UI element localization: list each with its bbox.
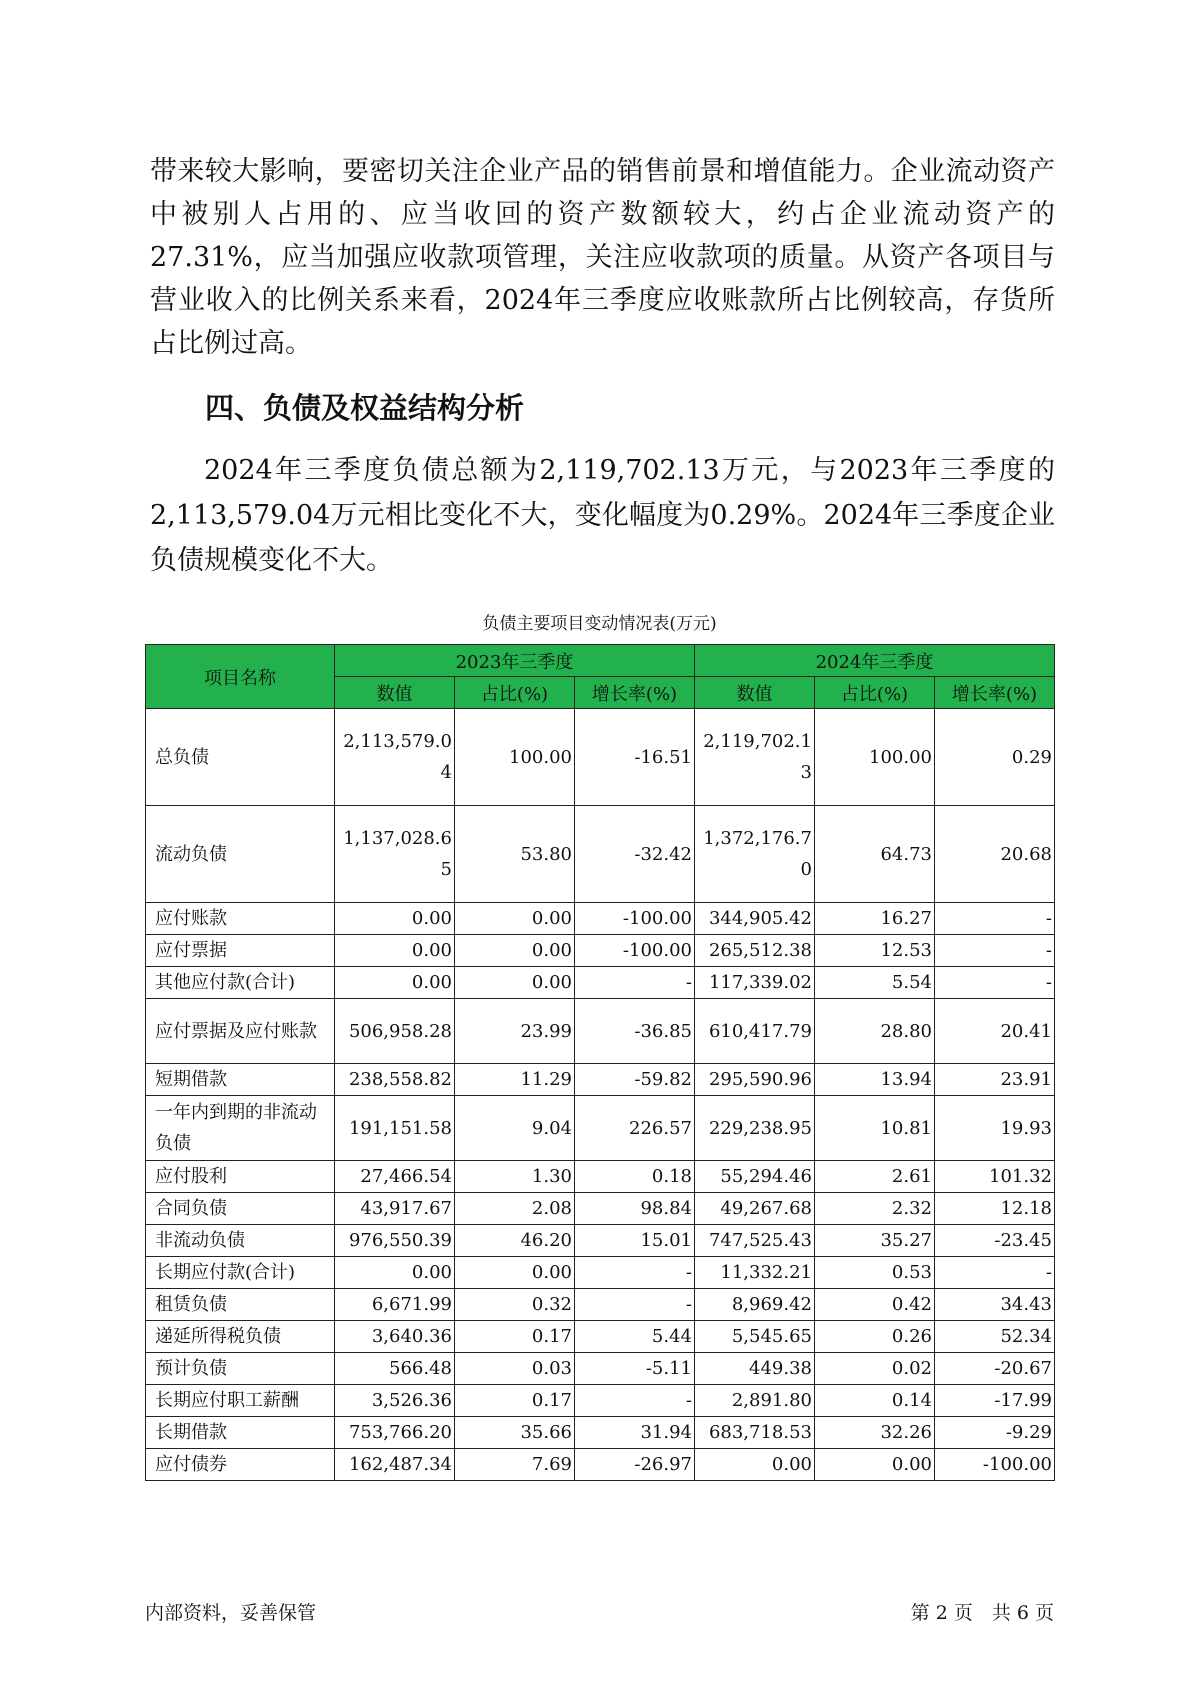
table-row	[146, 967, 1055, 999]
liability-table-container	[145, 644, 1054, 1481]
row-cell-value: -100.00	[935, 1449, 1055, 1481]
row-cell-value: 101.32	[935, 1161, 1055, 1193]
row-item-name: 总负债	[146, 709, 335, 806]
row-cell-value: 0.42	[815, 1289, 935, 1321]
row-cell-value: 0.02	[815, 1353, 935, 1385]
row-cell-value: 449.38	[695, 1353, 815, 1385]
row-item-name: 合同负债	[146, 1193, 335, 1225]
row-item-name: 长期应付职工薪酬	[146, 1385, 335, 1417]
row-cell-value: -20.67	[935, 1353, 1055, 1385]
row-item-name: 应付债券	[146, 1449, 335, 1481]
row-cell-value: 2.61	[815, 1161, 935, 1193]
row-cell-value: 100.00	[815, 709, 935, 806]
row-cell-value: -	[575, 1257, 695, 1289]
row-cell-value: 31.94	[575, 1417, 695, 1449]
row-cell-value: 0.00	[335, 1257, 455, 1289]
row-item-name: 非流动负债	[146, 1225, 335, 1257]
row-cell-value: 2.08	[455, 1193, 575, 1225]
row-cell-value: 683,718.53	[695, 1417, 815, 1449]
header-share-2024: 占比(%)	[815, 677, 935, 709]
row-cell-value: 32.26	[815, 1417, 935, 1449]
row-cell-value: -	[935, 903, 1055, 935]
row-cell-value: 100.00	[455, 709, 575, 806]
row-cell-value: 0.18	[575, 1161, 695, 1193]
row-item-name: 一年内到期的非流动负债	[146, 1096, 335, 1161]
row-cell-value: 12.53	[815, 935, 935, 967]
row-cell-value: 23.99	[455, 999, 575, 1064]
row-cell-value: -100.00	[575, 903, 695, 935]
row-cell-value: -32.42	[575, 806, 695, 903]
row-cell-value: 295,590.96	[695, 1064, 815, 1096]
row-cell-value: 229,238.95	[695, 1096, 815, 1161]
row-cell-value: 0.00	[455, 967, 575, 999]
header-growth-2023: 增长率(%)	[575, 677, 695, 709]
footer-confidential-note: 内部资料，妥善保管	[145, 1602, 317, 1624]
row-cell-value: 10.81	[815, 1096, 935, 1161]
table-row	[146, 1353, 1055, 1385]
footer-page-number: 第 2 页 共 6 页	[910, 1602, 1054, 1624]
table-row	[146, 903, 1055, 935]
row-cell-value: 6,671.99	[335, 1289, 455, 1321]
row-cell-value: 13.94	[815, 1064, 935, 1096]
row-cell-value: -9.29	[935, 1417, 1055, 1449]
section-heading: 四、负债及权益结构分析	[205, 391, 525, 425]
row-cell-value: 117,339.02	[695, 967, 815, 999]
row-cell-value: 64.73	[815, 806, 935, 903]
header-period-2024: 2024年三季度	[695, 645, 1055, 677]
row-item-name: 应付股利	[146, 1161, 335, 1193]
row-item-name: 应付票据及应付账款	[146, 999, 335, 1064]
row-cell-value: 566.48	[335, 1353, 455, 1385]
row-cell-value: -100.00	[575, 935, 695, 967]
header-period-2023: 2023年三季度	[335, 645, 695, 677]
row-cell-value: 0.00	[335, 967, 455, 999]
row-cell-value: 27,466.54	[335, 1161, 455, 1193]
row-cell-value: 7.69	[455, 1449, 575, 1481]
table-row	[146, 1289, 1055, 1321]
row-cell-value: 2.32	[815, 1193, 935, 1225]
row-cell-value: 9.04	[455, 1096, 575, 1161]
row-cell-value: 5.44	[575, 1321, 695, 1353]
row-item-name: 长期借款	[146, 1417, 335, 1449]
row-cell-value: 5,545.65	[695, 1321, 815, 1353]
row-cell-value: 23.91	[935, 1064, 1055, 1096]
row-cell-value: 976,550.39	[335, 1225, 455, 1257]
row-cell-value: 0.26	[815, 1321, 935, 1353]
table-row	[146, 1449, 1055, 1481]
table-row	[146, 999, 1055, 1064]
row-cell-value: -	[575, 967, 695, 999]
row-cell-value: 0.14	[815, 1385, 935, 1417]
row-cell-value: 0.29	[935, 709, 1055, 806]
row-cell-value: 43,917.67	[335, 1193, 455, 1225]
row-cell-value: 8,969.42	[695, 1289, 815, 1321]
row-cell-value: 16.27	[815, 903, 935, 935]
row-cell-value: -59.82	[575, 1064, 695, 1096]
table-row	[146, 1417, 1055, 1449]
row-cell-value: -	[575, 1385, 695, 1417]
header-growth-2024: 增长率(%)	[935, 677, 1055, 709]
table-caption: 负债主要项目变动情况表(万元)	[482, 614, 717, 634]
row-cell-value: 15.01	[575, 1225, 695, 1257]
row-cell-value: 162,487.34	[335, 1449, 455, 1481]
row-item-name: 长期应付款(合计)	[146, 1257, 335, 1289]
table-row	[146, 1225, 1055, 1257]
row-cell-value: 0.00	[455, 935, 575, 967]
table-row	[146, 1161, 1055, 1193]
liability-table	[145, 644, 1055, 1481]
row-item-name: 递延所得税负债	[146, 1321, 335, 1353]
row-cell-value: 0.00	[455, 903, 575, 935]
row-cell-value: 0.00	[455, 1257, 575, 1289]
row-cell-value: 2,113,579.04	[335, 709, 455, 806]
table-header	[146, 645, 1055, 709]
table-row	[146, 1193, 1055, 1225]
row-cell-value: 344,905.42	[695, 903, 815, 935]
header-item-name: 项目名称	[146, 645, 335, 709]
row-cell-value: -17.99	[935, 1385, 1055, 1417]
row-item-name: 应付票据	[146, 935, 335, 967]
row-cell-value: 238,558.82	[335, 1064, 455, 1096]
row-cell-value: 20.41	[935, 999, 1055, 1064]
row-cell-value: 191,151.58	[335, 1096, 455, 1161]
row-cell-value: -	[935, 935, 1055, 967]
row-cell-value: 5.54	[815, 967, 935, 999]
row-cell-value: 2,119,702.13	[695, 709, 815, 806]
row-cell-value: 12.18	[935, 1193, 1055, 1225]
table-row	[146, 1064, 1055, 1096]
table-row	[146, 935, 1055, 967]
summary-paragraph	[150, 448, 1055, 583]
row-cell-value: -	[935, 1257, 1055, 1289]
row-cell-value: 0.00	[695, 1449, 815, 1481]
row-cell-value: 55,294.46	[695, 1161, 815, 1193]
row-item-name: 预计负债	[146, 1353, 335, 1385]
row-cell-value: 49,267.68	[695, 1193, 815, 1225]
row-cell-value: 0.03	[455, 1353, 575, 1385]
row-cell-value: 506,958.28	[335, 999, 455, 1064]
header-value-2023: 数值	[335, 677, 455, 709]
row-cell-value: 0.00	[335, 935, 455, 967]
row-cell-value: 20.68	[935, 806, 1055, 903]
row-cell-value: 2,891.80	[695, 1385, 815, 1417]
row-cell-value: 11,332.21	[695, 1257, 815, 1289]
row-cell-value: 34.43	[935, 1289, 1055, 1321]
row-cell-value: 3,526.36	[335, 1385, 455, 1417]
intro-paragraph	[150, 150, 1055, 365]
row-cell-value: 1,372,176.70	[695, 806, 815, 903]
row-cell-value: 747,525.43	[695, 1225, 815, 1257]
row-cell-value: 52.34	[935, 1321, 1055, 1353]
row-cell-value: -	[575, 1289, 695, 1321]
row-cell-value: 53.80	[455, 806, 575, 903]
table-row	[146, 1096, 1055, 1161]
row-cell-value: -16.51	[575, 709, 695, 806]
header-value-2024: 数值	[695, 677, 815, 709]
row-cell-value: 11.29	[455, 1064, 575, 1096]
summary-text: 2024年三季度负债总额为2,119,702.13万元，与2023年三季度的2,113,579.04万元相比变化不大，变化幅度为0.29%。2024年三季度企业负债规模变化不大。	[150, 455, 1055, 576]
row-cell-value: -36.85	[575, 999, 695, 1064]
row-cell-value: 226.57	[575, 1096, 695, 1161]
row-cell-value: 35.27	[815, 1225, 935, 1257]
table-row	[146, 1385, 1055, 1417]
table-row	[146, 806, 1055, 903]
row-cell-value: 0.17	[455, 1321, 575, 1353]
row-cell-value: -26.97	[575, 1449, 695, 1481]
row-cell-value: 0.00	[815, 1449, 935, 1481]
row-cell-value: 0.17	[455, 1385, 575, 1417]
row-cell-value: 610,417.79	[695, 999, 815, 1064]
row-cell-value: 0.00	[335, 903, 455, 935]
row-cell-value: 28.80	[815, 999, 935, 1064]
row-cell-value: -	[935, 967, 1055, 999]
row-item-name: 应付账款	[146, 903, 335, 935]
row-cell-value: 1,137,028.65	[335, 806, 455, 903]
row-item-name: 租赁负债	[146, 1289, 335, 1321]
row-cell-value: 19.93	[935, 1096, 1055, 1161]
row-cell-value: 0.53	[815, 1257, 935, 1289]
header-share-2023: 占比(%)	[455, 677, 575, 709]
row-cell-value: -23.45	[935, 1225, 1055, 1257]
table-row	[146, 709, 1055, 806]
row-item-name: 其他应付款(合计)	[146, 967, 335, 999]
row-cell-value: 46.20	[455, 1225, 575, 1257]
row-item-name: 流动负债	[146, 806, 335, 903]
row-cell-value: 265,512.38	[695, 935, 815, 967]
row-item-name: 短期借款	[146, 1064, 335, 1096]
row-cell-value: 98.84	[575, 1193, 695, 1225]
row-cell-value: 3,640.36	[335, 1321, 455, 1353]
table-row	[146, 1257, 1055, 1289]
row-cell-value: 753,766.20	[335, 1417, 455, 1449]
table-body	[146, 709, 1055, 1481]
intro-text: 带来较大影响，要密切关注企业产品的销售前景和增值能力。企业流动资产中被别人占用的、应当收回的资产数额较大，约占企业流动资产的27.31%，应当加强应收款项管理，关注应收款项的质量。从资产各项目与营业收入的比例关系来看，2024年三季度应收账款所占比例较高，存货所占比例过高。	[150, 156, 1055, 359]
row-cell-value: 35.66	[455, 1417, 575, 1449]
row-cell-value: 0.32	[455, 1289, 575, 1321]
row-cell-value: -5.11	[575, 1353, 695, 1385]
table-row	[146, 1321, 1055, 1353]
row-cell-value: 1.30	[455, 1161, 575, 1193]
